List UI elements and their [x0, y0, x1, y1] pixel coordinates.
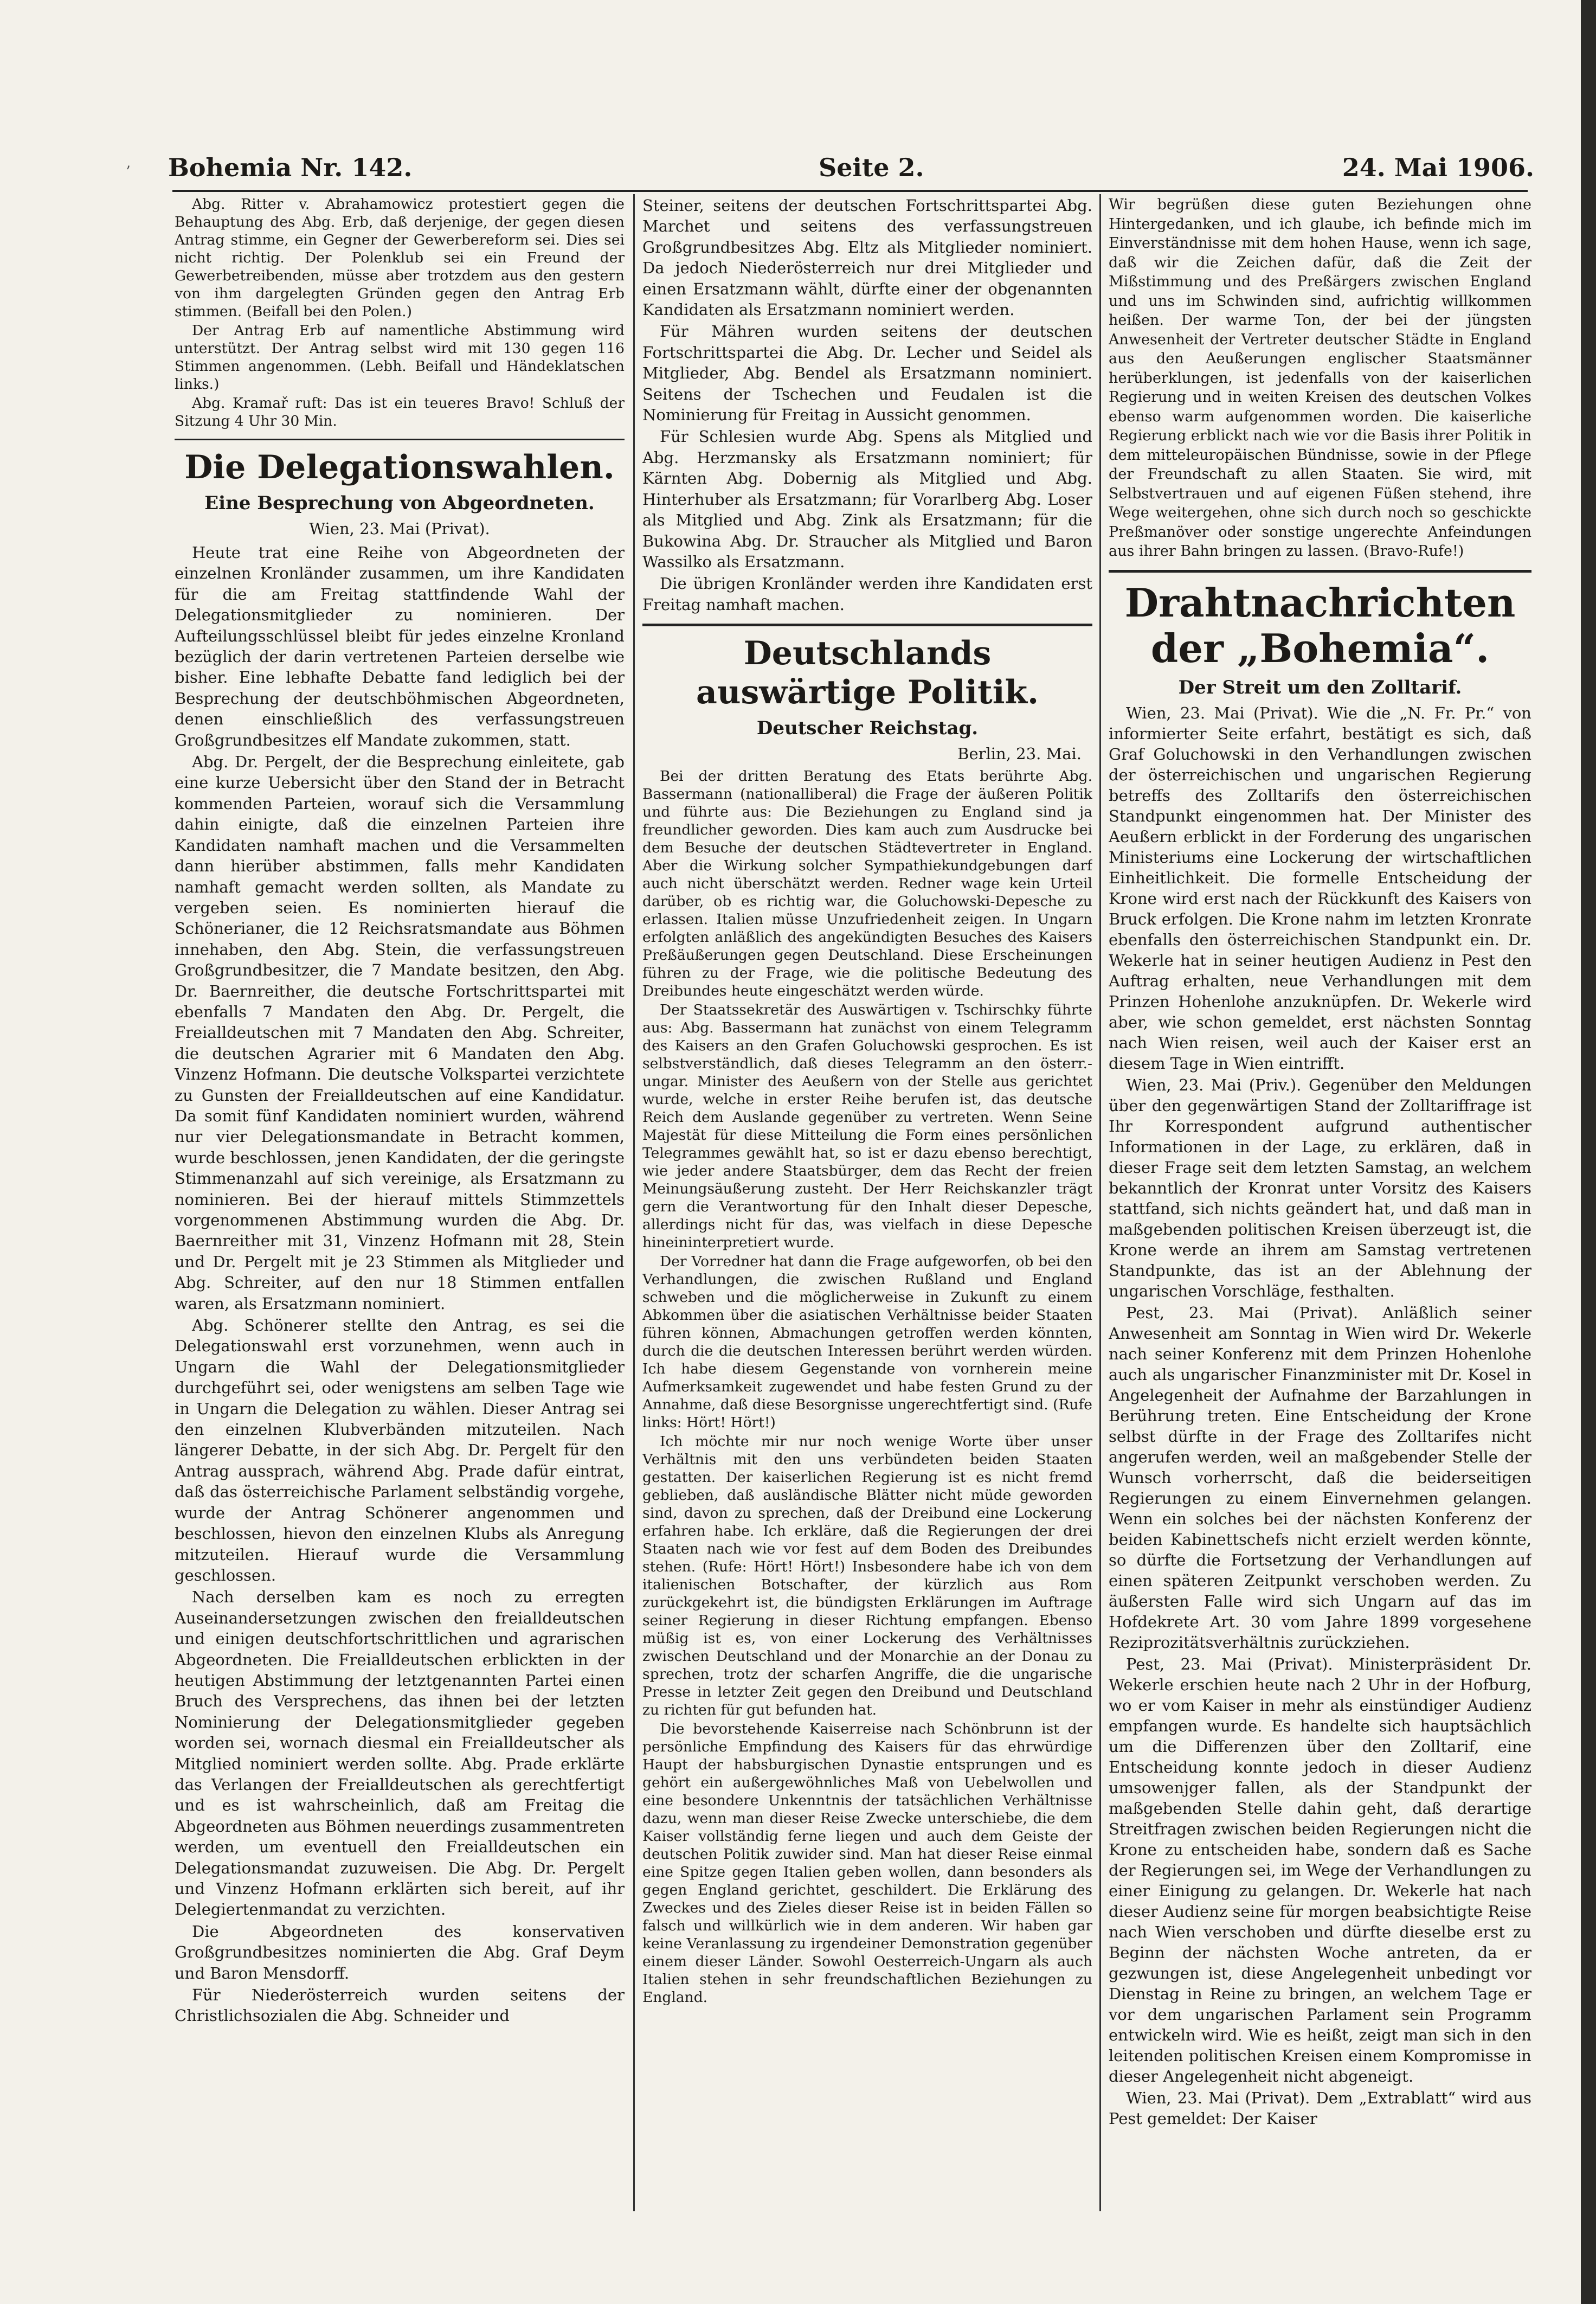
header-rule: [172, 190, 1528, 192]
paragraph: Wien, 23. Mai (Privat). Wie die „N. Fr. Pr.“ von informierter Seite erfahrt, bestätigt es sich, daß Graf Goluchowski in den Verhandlungen zwischen der österreichischen und ungarischen Regierung betreffs des Zolltarifs den österreichischen Standpunkt eingenommen hat. Der Minister des Aeußern erblickt in der Forderung des ungarischen Ministeriums eine Lockerung der wirtschaftlichen Einheitlichkeit. Die formelle Entscheidung der Krone wird erst nach der Rückkunft des Kaisers von Bruck erfolgen. Die Krone nahm im letzten Kronrate ebenfalls den österreichischen Standpunkt ein. Dr. Wekerle hat in seiner heutigen Audienz in Pest den Auftrag erhalten, neue Verhandlungen mit dem Prinzen Hohenlohe anzuknüpfen. Dr. Wekerle wird aber, wie schon gemeldet, erst nächsten Sonntag nach Wien reisen, weil auch der Kaiser erst an diesem Tage in Wien eintrifft.: [1109, 703, 1531, 1073]
article-subtitle: Eine Besprechung von Abgeordneten.: [204, 492, 595, 514]
paragraph: Für Schlesien wurde Abg. Spens als Mitglied und Abg. Herzmansky als Ersatzmann nominiert; für Kärnten Abg. Dobernig als Mitglied und Abg. Hinterhuber als Ersatzmann; für Vorarlberg Abg. Loser als Mitglied und Abg. Zink als Ersatzmann; für die Bukowina Abg. Dr. Straucher als Mitglied und Baron Wassilko als Ersatzmann.: [642, 427, 1092, 571]
paragraph: Ich möchte mir nur noch wenige Worte über unser Verhältnis mit den uns verbündeten beiden Staaten gestatten. Der kaiserlichen Regierung ist es nicht fremd geblieben, daß ausländische Blätter nicht müde geworden sind, davon zu sprechen, daß der Dreibund eine Lockerung erfahren habe. Ich erkläre, daß die Regierungen der drei Staaten nach wie vor fest auf dem Boden des Dreibundes stehen. (Rufe: Hört! Hört!) Insbesondere habe ich von dem italienischen Botschafter, der kürzlich aus Rom zurückgekehrt ist, die bündigsten Erklärungen im Auftrage seiner Regierung in dieser Richtung empfangen. Ebenso müßig ist es, von einer Lockerung des Verhältnisses zwischen Deutschland und der Monarchie an der Donau zu sprechen, trotz der scharfen Angriffe, die die ungarische Presse in letzter Zeit gegen den Dreibund und Deutschland zu richten für gut befunden hat.: [642, 1433, 1092, 1719]
article-dateline: Wien, 23. Mai (Privat).: [309, 519, 490, 538]
issue-date: 24. Mai 1906.: [1342, 153, 1534, 182]
paragraph: Pest, 23. Mai (Privat). Ministerpräsident Dr. Wekerle erschien heute nach 2 Uhr in der Hofburg, wo er vom Kaiser in mehr als einstündiger Audienz empfangen wurde. Es handelte sich hauptsächlich um die Differenzen über den Zolltarif, eine Entscheidung konnte jedoch in dieser Audienz umsowenjger fallen, als der Standpunkt der maßgebenden Stelle dahin geht, daß derartige Streitfragen zwischen beiden Regierungen nicht die Krone zu entscheiden habe, sondern daß es Sache der Regierungen sei, im Wege der Verhandlungen zu einer Einigung zu gelangen. Dr. Wekerle hat nach dieser Audienz seine für morgen beabsichtigte Reise nach Wien verschoben und dürfte dieselbe erst zu Beginn der nächsten Woche antreten, da er gezwungen ist, diese Angelegenheit unbedingt vor Dienstag in Reine zu bringen, an welchem Tage er vor dem ungarischen Parlament sein Programm entwickeln wird. Wie es heißt, zeigt man sich in den leitenden politischen Kreisen einem Kompromisse in dieser Angelegenheit nicht abgeneigt.: [1109, 1654, 1531, 2085]
column-1: [175, 195, 625, 2218]
paragraph: Bei der dritten Beratung des Etats berührte Abg. Bassermann (nationalliberal) die Frage der äußeren Politik und führte aus: Die Beziehungen zu England sind ja freundlicher geworden. Dies kam auch zum Ausdrucke bei dem Besuche der deutschen Städtevertreter in England. Aber die Wirkung solcher Sympathiekundgebungen darf auch nicht überschätzt werden. Redner wage kein Urteil darüber, ob es richtig war, die Goluchowski-Depesche zu erlassen. Italien müsse Unzufriedenheit zeigen. In Ungarn erfolgten anläßlich des angekündigten Besuches des Kaisers Preßäußerungen gegen Deutschland. Diese Erscheinungen führen zu der Frage, wie die politische Bedeutung des Dreibundes heute eingeschätzt werden würde.: [642, 768, 1092, 1000]
paragraph: Der Staatssekretär des Auswärtigen v. Tschirschky führte aus: Abg. Bassermann hat zunächst von einem Telegramm des Kaisers an den Grafen Goluchowski gesprochen. Es ist selbstverständlich, daß dieses Telegramm an den österr.-ungar. Minister des Aeußern von der Stelle aus gerichtet wurde, welche in erster Reihe berufen ist, das deutsche Reich dem Auslande gegenüber zu vertreten. Wenn Seine Majestät für diese Mitteilung die Form eines persönlichen Telegrammes gewählt hat, so ist er dazu ebenso berechtigt, wie jeder andere Staatsbürger, dem das Recht der freien Meinungsäußerung zusteht. Der Herr Reichskanzler trägt gern die Verantwortung für den Inhalt dieser Depesche, allerdings nicht für das, was vielfach in diese Depesche hineininterpretiert wurde.: [642, 1002, 1092, 1252]
article-subtitle: Der Streit um den Zolltarif.: [1178, 676, 1462, 698]
article-title: Drahtnachrichten der „Bohemia“.: [1124, 579, 1516, 671]
paragraph: Abg. Dr. Pergelt, der die Besprechung einleitete, gab eine kurze Uebersicht über den Stand der in Betracht kommenden Parteien, worauf sich die Versammlung dahin einigte, daß die einzelnen Parteien ihre Kandidaten namhaft machen und die Versammelten dann hierüber abstimmen, falls mehr Kandidaten namhaft gemacht werden sollten, als Mandate zu vergeben seien. Es nominierten hierauf die Schönerianer, die 12 Reichsratsmandate aus Böhmen innehaben, den Abg. Stein, die verfassungstreuen Großgrundbesitzer, die 7 Mandate besitzen, den Abg. Dr. Baernreither, die deutsche Fortschrittspartei mit ebenfalls 7 Mandaten den Abg. Dr. Pergelt, die Freialldeutschen mit 7 Mandaten den Abg. Schreiter, die deutschen Agrarier mit 6 Mandaten den Abg. Vinzenz Hofmann. Die deutsche Volkspartei verzichtete zu Gunsten der Freialldeutschen auf eine Kandidatur. Da somit fünf Kandidaten nominiert wurden, während nur vier Delegationsmandate in Betracht kommen, wurde beschlossen, jenen Kandidaten, der die geringste Stimmenanzahl auf sich vereinige, als Ersatzmann zu nominieren. Bei der hierauf mittels Stimmzettels vorgenommenen Abstimmung wurden die Abg. Dr. Baernreither mit 31, Vinzenz Hofmann mit 28, Stein und Dr. Pergelt mit je 23 Stimmen als Mitglieder und Abg. Schreiter, auf den nur 18 Stimmen entfallen waren, als Ersatzmann nominiert.: [175, 753, 625, 1313]
column-divider: [1099, 194, 1101, 2211]
paragraph: Steiner, seitens der deutschen Fortschrittspartei Abg. Marchet und seitens des verfassungstreuen Großgrundbesitzes Abg. Eltz als Mitglieder nominiert. Da jedoch Niederösterreich nur drei Mitglieder und einen Ersatzmann wählt, dürfte einer der obgenannten Kandidaten als Ersatzmann nominiert werden.: [642, 196, 1092, 319]
article-subtitle: Deutscher Reichstag.: [756, 717, 979, 740]
paragraph: Der Vorredner hat dann die Frage aufgeworfen, ob bei den Verhandlungen, die zwischen Rußland und England schweben und die möglicherweise in Zukunft zu einem Abkommen über die asiatischen Verhältnisse beider Staaten führen können, Abmachungen getroffen werden könnten, durch die die deutschen Interessen berührt werden würden. Ich habe diesem Gegenstande von vornherein meine Aufmerksamkeit zugewendet und habe festen Grund zu der Annahme, daß diese Besorgnisse ungerechtfertigt sind. (Rufe links: Hört! Hört!): [642, 1253, 1092, 1432]
speech-continuation: [1109, 195, 1531, 561]
paragraph: Der Antrag Erb auf namentliche Abstimmung wird unterstützt. Der Antrag selbst wird mit 130 gegen 116 Stimmen angenommen. (Lebh. Beifall und Händeklatschen links.): [175, 322, 625, 393]
column-divider: [633, 194, 635, 2211]
paragraph: Die Abgeordneten des konservativen Großgrundbesitzes nominierten die Abg. Graf Deym und Baron Mensdorff.: [175, 1922, 625, 1982]
article-body: [642, 767, 1092, 2006]
page-number: Seite 2.: [819, 153, 924, 182]
paragraph: Abg. Kramař ruft: Das ist ein teueres Bravo! Schluß der Sitzung 4 Uhr 30 Min.: [175, 395, 625, 429]
parliament-report-end: [175, 195, 625, 430]
section-rule: [1109, 570, 1531, 573]
article-title: Die Delegationswahlen.: [184, 448, 615, 486]
paragraph: Die übrigen Kronländer werden ihre Kandidaten erst Freitag namhaft machen.: [642, 574, 1092, 614]
paragraph: Heute trat eine Reihe von Abgeordneten der einzelnen Kronländer zusammen, um ihre Kandidaten für die am Freitag stattfindende Wahl der Delegationsmitglieder zu nominieren. Der Aufteilungsschlüssel bleibt für jedes einzelne Kronland bezüglich der darin vertretenen Parteien derselbe wie bisher. Eine lebhafte Debatte fand lediglich bei der Besprechung der deutschböhmischen Abgeordneten, denen einschließlich des verfassungstreuen Großgrundbesitzes elf Mandate zukommen, statt.: [175, 543, 625, 749]
column-3: [1109, 195, 1531, 2218]
paragraph: Wien, 23. Mai (Priv.). Gegenüber den Meldungen über den gegenwärtigen Stand der Zolltariffrage ist Ihr Korrespondent aufgrund authentischer Informationen in der Lage, zu erklären, daß in dieser Frage seit dem letzten Samstag, an welchem bekanntlich der Kronrat unter Vorsitz des Kaisers stattfand, sich nichts geändert hat, und daß man in maßgebenden politischen Kreisen überzeugt ist, die Krone werde an ihrem am Samstag vertretenen Standpunkte, das ist an der Ablehnung der ungarischen Vorschläge, festhalten.: [1109, 1075, 1531, 1300]
article-dateline: Berlin, 23. Mai.: [957, 745, 1082, 763]
issue-label: Bohemia Nr. 142.: [168, 153, 413, 182]
paragraph: Pest, 23. Mai (Privat). Anläßlich seiner Anwesenheit am Sonntag in Wien wird Dr. Wekerle nach seiner Konferenz mit dem Prinzen Hohenlohe auch als ungarischer Finanzminister mit Dr. Kosel in Angelegenheit der Aufnahme der Barzahlungen in Berührung treten. Eine Entscheidung der Krone selbst dürfte in der Frage des Zolltarifes nicht angerufen werden, weil an maßgebender Stelle der Wunsch vorherrscht, daß die beiderseitigen Regierungen zu einem Einvernehmen gelangen. Wenn ein solches bei der nächsten Konferenz der beiden Kabinettschefs nicht erzielt werden könnte, so dürfte die Fortsetzung der Verhandlungen auf einen späteren Zeitpunkt verschoben werden. Zu äußersten Falle wird sich Ungarn auf das im Hofdekrete Art. 30 vom Jahre 1899 vorgesehene Reziprozitätsverhältnis zurückziehen.: [1109, 1303, 1531, 1652]
section-rule: [175, 439, 625, 440]
article-title: Deutschlands auswärtige Politik.: [696, 634, 1039, 712]
paragraph: Abg. Schönerer stellte den Antrag, es sei die Delegationswahl erst vorzunehmen, wenn auch in Ungarn die Wahl der Delegationsmitglieder durchgeführt sei, oder wenigstens am selben Tage wie in Ungarn die Delegation zu wählen. Dieser Antrag sei den einzelnen Klubverbänden mitzuteilen. Nach längerer Debatte, in der sich Abg. Dr. Pergelt für den Antrag aussprach, während Abg. Prade dafür eintrat, daß das österreichische Parlament selbständig vorgehe, wurde der Antrag Schönerer angenommen und beschlossen, hievon den einzelnen Klubs als Anregung mitzuteilen. Hierauf wurde die Versammlung geschlossen.: [175, 1316, 625, 1584]
paragraph: Nach derselben kam es noch zu erregten Auseinandersetzungen zwischen den freialldeutschen und einigen deutschfortschrittlichen und agrarischen Abgeordneten. Die Freialldeutschen erblickten in der heutigen Abstimmung der letztgenannten Partei einen Bruch des Versprechens, das ihnen bei der letzten Nominierung der Delegationsmitglieder gegeben worden sei, wornach diesmal ein Freialldeutscher als Mitglied nominiert werden sollte. Abg. Prade erklärte das Verlangen der Freialldeutschen als gerechtfertigt und es ist wahrscheinlich, daß am Freitag die Abgeordneten aus Böhmen neuerdings zusammentreten werden, um eventuell den Freialldeutschen ein Delegationsmandat zuzuweisen. Die Abg. Dr. Pergelt und Vinzenz Hofmann erklärten sich bereit, auf ihr Delegiertenmandat zu verzichten.: [175, 1588, 625, 1919]
column-2: [642, 195, 1092, 2218]
paragraph: Für Mähren wurden seitens der deutschen Fortschrittspartei die Abg. Dr. Lecher und Seidel als Mitglieder, Abg. Bendel als Ersatzmann nominiert. Seitens der Tschechen und Feudalen ist die Nominierung für Freitag in Aussicht genommen.: [642, 322, 1092, 425]
paragraph: Die bevorstehende Kaiserreise nach Schönbrunn ist der persönliche Empfindung des Kaisers für das ehrwürdige Haupt der habsburgischen Dynastie entsprungen und es gehört ein außergewöhnliches Maß von Uebelwollen und eine besondere Unkenntnis der tatsächlichen Verhältnisse dazu, wenn man dieser Reise Zwecke unterschiebe, die dem Kaiser vollständig ferne liegen und auch dem Geiste der deutschen Politik zuwider sind. Man hat dieser Reise einmal eine Spitze gegen Italien geben wollen, dann besonders als gegen England gerichtet, geschildert. Die Erklärung des Zweckes und des Zieles dieser Reise ist in beiden Fällen so falsch und willkürlich wie in dem anderen. Wir haben gar keine Veranlassung zu irgendeiner Demonstration gegenüber einem dieser Länder. Sowohl Oesterreich-Ungarn als auch Italien stehen in sehr freundschaftlichen Beziehungen zu England.: [642, 1721, 1092, 2006]
paragraph: Abg. Ritter v. Abrahamowicz protestiert gegen die Behauptung des Abg. Erb, daß derjenige, der gegen diesen Antrag stimme, ein Gegner der Gewerbereform sei. Dies sei nicht richtig. Der Polenklub sei ein Freund der Gewerbetreibenden, müsse aber trotzdem aus den gestern von ihm dargelegten Gründen gegen den Antrag Erb stimmen. (Beifall bei den Polen.): [175, 196, 625, 320]
page-header: [168, 153, 1534, 191]
margin-mark: ’: [126, 163, 131, 181]
scan-edge: [1581, 0, 1596, 2304]
paragraph: Für Niederösterreich wurden seitens der Christlichsozialen die Abg. Schneider und: [175, 1986, 625, 2025]
section-rule: [642, 624, 1092, 626]
paragraph: Wien, 23. Mai (Privat). Dem „Extrablatt“ wird aus Pest gemeldet: Der Kaiser: [1109, 2088, 1531, 2128]
paragraph: Wir begrüßen diese guten Beziehungen ohne Hintergedanken, und ich glaube, ich befinde mich im Einverständnisse mit dem hohen Hause, wenn ich sage, daß wir die Zeichen dafür, daß die Zeit der Mißstimmung und des Preßärgers zwischen England und uns im Schwinden sind, aufrichtig willkommen heißen. Der warme Ton, der bei der jüngsten Anwesenheit der Vertreter deutscher Städte in England aus den Aeußerungen englischer Staatsmänner herüberklungen, ist jedenfalls von der kaiserlichen Regierung und in weiten Kreisen des deutschen Volkes ebenso warm aufgenommen worden. Die kaiserliche Regierung erblickt nach wie vor die Basis ihrer Politik in dem mitteleuropäischen Bündnisse, sowie in der Pflege der Freundschaft zu allen Staaten. Sie wird, mit Selbstvertrauen und auf eigenen Füßen stehend, ihre Wege weitergehen, ohne sich durch noch so geschickte Preßmanöver oder sonstige ungerechte Anfeindungen aus ihrer Bahn bringen zu lassen. (Bravo-Rufe!): [1109, 196, 1531, 560]
